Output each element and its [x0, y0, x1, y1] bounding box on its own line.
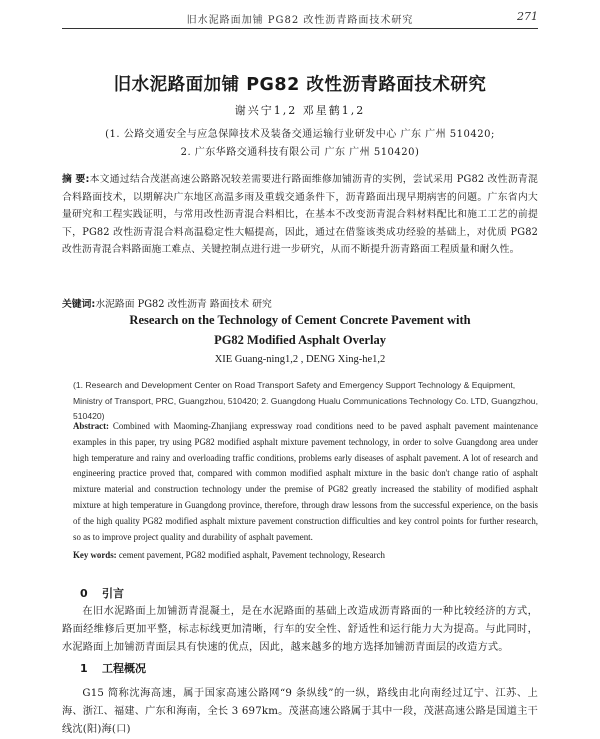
section-title: 工程概况: [102, 662, 146, 675]
english-abstract-text: Combined with Maoming-Zhanjiang expressway road conditions need to be paved asphalt pavement maintenance examples in this paper, try using PG82 modified asphalt mixture pavement technology, in order to solve Guangdong area under high temperature and rainy and overloading traffic conditions, problems early diseases of asphalt pavement. A lot of research and engineering practice proved that, compared with common modified asphalt mixture in the basic don't change ratio of asphalt mixture material and construction technology under the premise of PG82 greatly increased the stability of modified asphalt mixture at high temperature in Guangdong province, therefore, through draw lessons from the successful experience, on the basis of the high quality PG82 modified asphalt mixture pavement construction difficulties and key control points for further research, so as to improve project quality and durability of asphalt pavement.: [73, 421, 538, 542]
chinese-authors: 谢兴宁1,2 邓星鹤1,2: [234, 104, 366, 117]
chinese-keywords-text: 水泥路面 PG82 改性沥青 路面技术 研究: [95, 299, 272, 310]
section-heading-project-overview: [80, 660, 146, 676]
english-title-line2: PG82 Modified Asphalt Overlay: [214, 333, 386, 347]
english-abstract: [73, 419, 538, 545]
section-paragraph: 在旧水泥路面上加铺沥青混凝土，是在水泥路面的基础上改造成沥青路面的一种比较经济的方式，路面经维修后更加平整，标志标线更加清晰，行车的安全性、舒适性和运行能力大为提高。与此同时，水泥路面上加铺沥青面层具有快速的优点，因此，越来越多的地方选择加铺沥青面层的改造方式。: [62, 606, 538, 653]
english-authors: XIE Guang-ning1,2 , DENG Xing-he1,2: [214, 354, 386, 365]
english-abstract-label: Abstract:: [73, 421, 109, 431]
english-keywords-text: cement pavement, PG82 modified asphalt, Pavement technology, Research: [118, 550, 385, 560]
running-title: 旧水泥路面加铺 PG82 改性沥青路面技术研究: [186, 15, 414, 26]
page-number: 271: [517, 10, 538, 23]
english-title-line1: Research on the Technology of Cement Concrete Pavement with: [129, 313, 471, 327]
english-affiliation: (1. Research and Development Center on Road Transport Safety and Emergency Support Technology & Equipment, Ministry of Transport, PRC, Guangzhou, 510420; 2. Guangdong Hualu Communications Technology Co. LTD, Guangzhou, 510420): [73, 380, 538, 421]
chinese-affiliation-line2: 2. 广东华路交通科技有限公司 广东 广州 510420): [180, 147, 420, 158]
running-header: [62, 8, 538, 29]
chinese-title: 旧水泥路面加铺 PG82 改性沥青路面技术研究: [113, 75, 487, 95]
chinese-abstract: [62, 171, 538, 259]
english-keywords-label: Key words:: [73, 550, 117, 560]
chinese-abstract-text: 本文通过结合茂湛高速公路路况较差需要进行路面维修加铺沥青的实例，尝试采用 PG82 改性沥青混合料路面技术，以期解决广东地区高温多雨及重载交通条件下，沥青路面出现早期病害的问题。广东省内大量研究和工程实践证明，与常用改性沥青混合料相比，在基本不改变沥青混合料材料配比和施工工艺的前提下，PG82 改性沥青混合料高温稳定性大幅提高，因此，通过在借鉴该类成功经验的基础上，对优质 PG82 改性沥青混合料路面施工难点、关键控制点进行进一步研究，从而不断提升沥青路面工程质量和耐久性。: [62, 174, 538, 256]
section-title: 引言: [102, 587, 124, 600]
chinese-keywords-label: 关键词:: [62, 299, 96, 310]
section-heading-introduction: [80, 585, 124, 601]
section-number: 1: [80, 662, 88, 675]
section-number: 0: [80, 587, 88, 600]
english-title: [0, 310, 600, 350]
chinese-affiliation-line1: (1. 公路交通安全与应急保障技术及装备交通运输行业研发中心 广东 广州 510420;: [105, 129, 495, 140]
english-keywords: [73, 550, 538, 560]
chinese-keywords: [62, 296, 538, 310]
chinese-abstract-label: 摘 要:: [62, 174, 90, 185]
section-paragraph: G15 简称沈海高速，属于国家高速公路网“9 条纵线”的一纵，路线由北向南经过辽宁、江苏、上海、浙江、福建、广东和海南，全长 3 697km。茂湛高速公路属于其中一段，茂湛高速公路是国道主干线沈(阳)海(口): [62, 688, 538, 735]
